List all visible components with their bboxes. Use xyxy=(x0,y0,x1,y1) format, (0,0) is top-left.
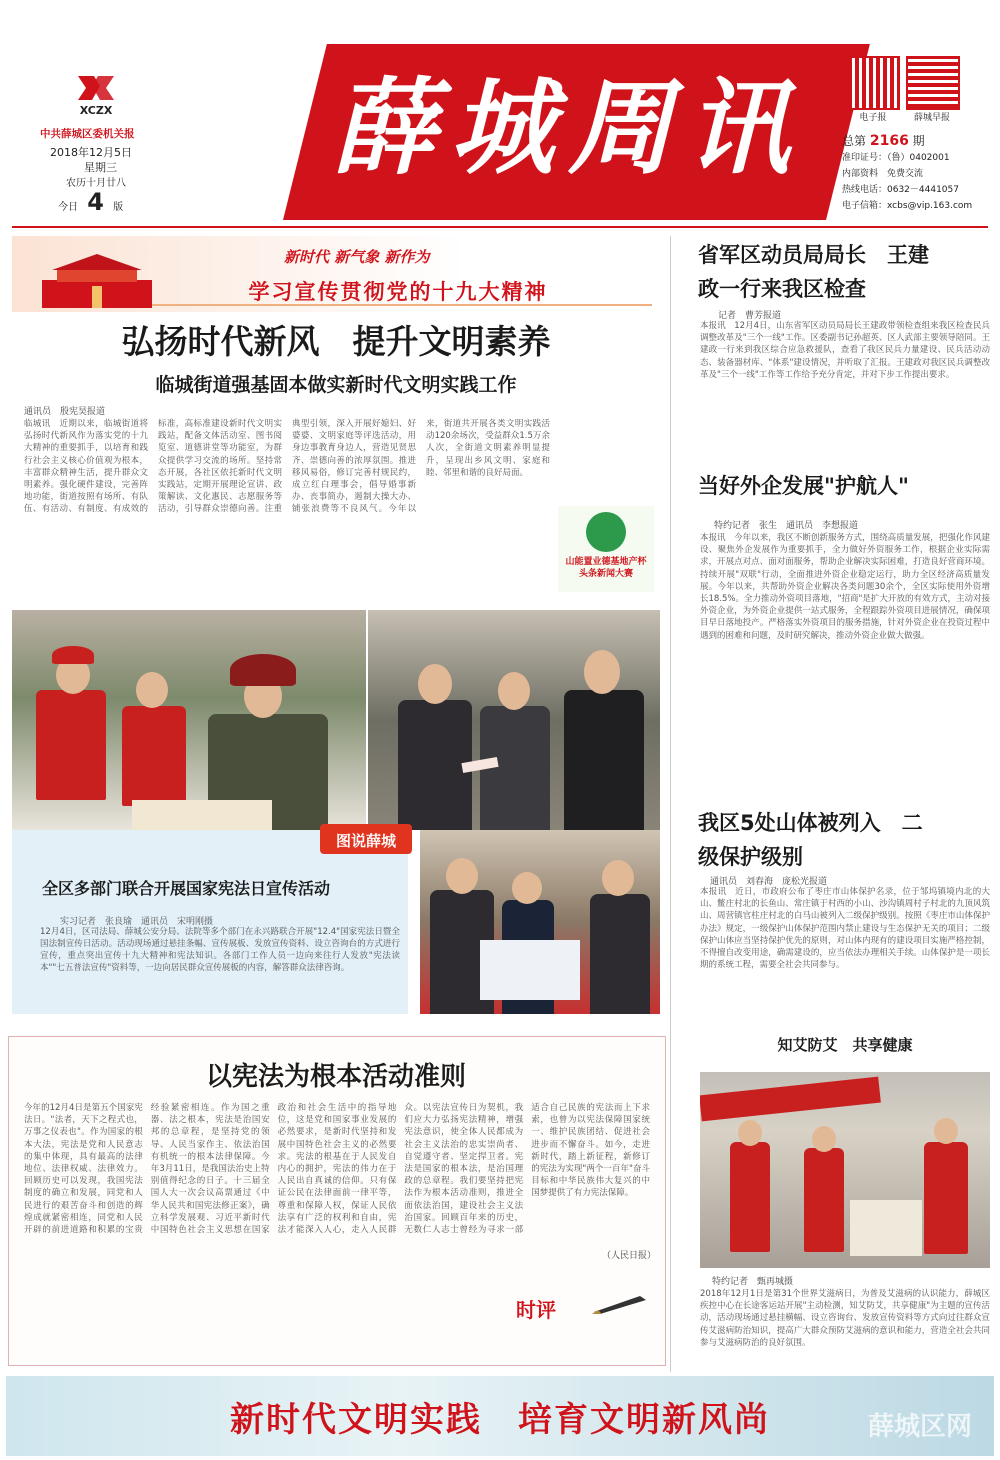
a2-headline: 当好外企发展"护航人" xyxy=(698,474,909,498)
photo-tag-label: 图说薛城 xyxy=(335,832,396,850)
a3-body: 本报讯 近日，市政府公布了枣庄市山体保护名录，位于邹坞镇境内北的大山、鳖庄村北的长鱼山、常庄镇于村西的小山、沙沟镇周村子村北的九顶风筑山、周营镇官柱庄村北的白马山被列入二级保护级别。按照《枣庄市山体保护办法》规定，一级保护山体保护范围内禁止建设与生态保护无关的项目；二级保护山体应当坚持保护优先的原则，对山体内现有的建设项目实施严格控制，不得擅自改变用途，确需建设的，应当依法办理相关手续。山体保护是一项长期的系统工程，需要全社会共同参与。 xyxy=(700,887,990,971)
volunteer-figure xyxy=(804,1148,844,1252)
photo-police xyxy=(420,830,660,1014)
issue-value: 2166 xyxy=(869,133,909,149)
volunteer-figure xyxy=(924,1142,968,1254)
photo-leaflets xyxy=(368,610,660,830)
citizen-figure xyxy=(564,690,644,830)
qr-label-morning: 薛城早报 xyxy=(913,113,950,123)
display-board xyxy=(480,940,580,1000)
citizen-face xyxy=(584,650,620,694)
citizen-face xyxy=(602,860,634,896)
citizen-face xyxy=(446,858,478,894)
lead-ad xyxy=(558,506,654,592)
volunteer-figure xyxy=(122,706,186,806)
volunteer-face xyxy=(136,672,168,708)
a2-byline: 特约记者 张生 通讯员 李想报道 xyxy=(714,521,859,531)
masthead xyxy=(0,0,1000,232)
masthead-rule xyxy=(12,226,988,228)
citizen-face xyxy=(498,672,530,710)
a4-body: 2018年12月1日是第31个世界艾滋病日，为普及艾滋病的认识能力，薛城区疾控中心在长途客运站开展"主动检测，知艾防艾，共享健康"为主题的宣传活动，活动现场通过悬挂横幅、设立咨询台、发放宣传资料等方式向过往群众宣传艾滋病防治知识，提高广大群众预防艾滋病的意识和能力，营造全社会共同参与艾滋病防治的良好氛围。 xyxy=(700,1289,990,1348)
right-divider xyxy=(670,236,671,1372)
commentary-body: 今年的12月4日是第五个国家宪法日。"法者，天下之程式也，万事之仪表也"。作为国家的根本大法，宪法是党和人民意志的集中体现，具有最高的法律地位、法律权威、法律效力。回顾历史可以发现，我国宪法制度的确立和发展，同党和人民进行的艰苦奋斗和创造的辉煌成就紧密相连，同党和人民开辟的前进道路和积累的宝贵经验紧密相连。作为国之重器、法之根本，宪法是治国安邦的总章程，是坚持党的领导、人民当家作主、依法治国有机统一的根本法律保障。今年3月11日，是我国法治史上特别值得纪念的日子。十三届全国人大一次会议高票通过《中华人民共和国宪法修正案》，确立科学发展观、习近平新时代中国特色社会主义思想在国家政治和社会生活中的指导地位，这是党和国家事业发展的必然要求，是新时代坚持和发展中国特色社会主义的必然要求。宪法的根基在于人民发自内心的拥护，宪法的伟力在于人民出自真诚的信仰。只有保证公民在法律面前一律平等，尊重和保障人权，保证人民依法享有广泛的权利和自由，宪法才能深入人心，走入人民群众。以宪法宣传日为契机，我们应大力弘扬宪法精神，增强宪法意识，使全体人民都成为社会主义法治的忠实崇尚者、自觉遵守者、坚定捍卫者。宪法是国家的根本法，是治国理政的总章程。我们要坚持把宪法作为根本活动准则，推进全面依法治国，建设社会主义法治国家。回顾百年来的历史，无数仁人志士曾经为寻求一部适合自己民族的宪法而上下求索，也曾为以宪法保障国家统一、维护民族团结、促进社会进步而不懈奋斗。如今，走进新时代，踏上新征程，新修订的宪法为实现"两个一百年"奋斗目标和中华民族伟大复兴的中国梦提供了有力宪法保障。 xyxy=(24,1103,650,1236)
a2-body: 本报讯 今年以来，我区不断创新服务方式，围绕高质量发展，把强化作风建设、聚焦外企发展作为重要抓手，全力做好外资服务工作，根据企业实际需求，开展点对点、面对面服务，帮助企业解决实际困难，打造良好营商环境。持续开展"双联"行动，全面推进外资企业稳定运行，助力全区经济高质量发展。今年以来，共帮助外资企业解决各类问题30余个，全区实际使用外资增长18.5%。全力推动外资项目落地，"招商"是扩大开放的有效方式，主动对接外资企业，为外资企业提供一站式服务，全程跟踪外资项目进展情况，确保项目早日落地投产。严格落实外资项目的服务措施，针对外资企业在投资过程中遇到的困难和问题，及时研究解决，推动外资企业做大做强。 xyxy=(700,533,990,641)
police-face xyxy=(512,872,542,904)
brochure-table xyxy=(132,800,272,830)
footer-banner xyxy=(6,1376,994,1456)
photo-aids-event xyxy=(700,1072,990,1268)
a4-headline: 知艾防艾 共享健康 xyxy=(777,1036,913,1054)
internal-note: 内部资料 免费交流 xyxy=(842,169,924,179)
volunteer-figure xyxy=(730,1142,770,1252)
issue-suffix: 期 xyxy=(912,134,925,148)
pages-suffix: 版 xyxy=(113,202,124,213)
lead-subhead: 临城街道强基固本做实新时代文明实践工作 xyxy=(155,374,517,396)
photo-story-body: 12月4日，区司法局、薛城公安分局、法院等多个部门在永兴路联合开展"12.4"国家宪法日暨全国法制宣传日活动。活动现场通过悬挂条幅、宣传展板、发放宣传资料、设立咨询台的方式进行宣传，重点突出宣传十九大精神和宪法知识。各部门工作人员一边向来往行人发放"宪法读本""七五普法宣传"资料等，一边向居民群众宣传展板的内容，解答群众法律咨询。 xyxy=(40,927,400,973)
a4-byline: 特约记者 甄再城摄 xyxy=(712,1277,794,1287)
citizen-hat xyxy=(230,654,296,686)
commentary-tag: 时评 xyxy=(516,1298,556,1322)
organ-name: 中共薛城区委机关报 xyxy=(40,128,135,140)
banner-underline xyxy=(152,304,652,306)
theme-banner xyxy=(12,236,660,312)
qr-code-morning xyxy=(906,56,960,110)
a3-byline: 通讯员 刘春海 庞松光报道 xyxy=(710,877,828,887)
leaf-icon xyxy=(586,512,626,552)
qr-code-epaper xyxy=(846,56,900,110)
photo-volunteers xyxy=(12,610,366,830)
commentary-headline: 以宪法为根本活动准则 xyxy=(205,1062,466,1092)
volunteer-cap xyxy=(52,646,94,664)
volunteer-figure xyxy=(36,690,106,800)
event-banner xyxy=(700,1077,881,1122)
email: 电子信箱：xcbs@vip.163.com xyxy=(842,201,973,211)
volunteer-face xyxy=(738,1120,762,1146)
pages-today xyxy=(58,188,168,216)
lunar-date: 农历十月廿八 xyxy=(66,178,126,189)
pages-prefix: 今日 xyxy=(58,202,78,213)
commentary-tag-box xyxy=(506,1276,656,1336)
photo-story-byline: 实习记者 张良瑜 通讯员 宋明刚摄 xyxy=(60,917,214,927)
weekday: 星期三 xyxy=(84,161,117,174)
volunteer-face xyxy=(934,1118,958,1144)
newspaper-title: 薛城周讯 xyxy=(331,66,804,189)
a1-byline: 记者 曹芳报道 xyxy=(718,311,782,321)
photo-tag xyxy=(320,824,412,854)
info-desk xyxy=(850,1200,922,1256)
hotline: 热线电话：0632－4441057 xyxy=(842,185,959,195)
qr-label-epaper: 电子报 xyxy=(859,113,887,123)
a1-body: 本报讯 12月4日，山东省军区动员局局长王建政带领检查组来我区检查民兵调整改革及"三个一线"工作。区委副书记孙超英、区人武部主要领导陪同。王建政一行来到我区综合应急救援队，查看了我区民兵力量建设、民兵活动动态、装备器材库、"体系"建设情况，并听取了汇报。王建政对我区民兵调整改革及"三个一线"工作等工作给予充分肯定，并对下步工作提出要求。 xyxy=(700,321,990,380)
footer-slogan: 新时代文明实践 培育文明新风尚 xyxy=(230,1400,770,1440)
a1-headline: 省军区动员局局长 王建政一行来我区检查 xyxy=(698,243,929,301)
footer-watermark: 薛城区网 xyxy=(867,1412,972,1442)
pen-icon xyxy=(590,1292,650,1316)
citizen-face xyxy=(418,664,452,704)
lead-headline: 弘扬时代新风 提升文明素养 xyxy=(121,322,551,361)
print-permit: 准印证号：（鲁）0402001 xyxy=(842,153,950,163)
issue-date: 2018年12月5日 xyxy=(50,146,132,159)
a3-headline: 我区5处山体被列入 二级保护级别 xyxy=(698,811,923,869)
lead-byline: 通讯员 殷宪昊报道 xyxy=(24,407,106,417)
commentary-source: （人民日报） xyxy=(592,1248,656,1261)
issue-number xyxy=(842,132,982,149)
ad-label: 山能置业德基地产杯 头条新闻大赛 xyxy=(565,557,656,579)
tiananmen-icon xyxy=(22,240,172,310)
banner-slogan: 新时代 新气象 新作为 xyxy=(284,248,430,266)
banner-title: 学习宣传贯彻党的十九大精神 xyxy=(248,280,548,304)
logo-icon xyxy=(74,70,118,106)
lead-body: 临城讯 近期以来，临城街道将弘扬时代新风作为落实党的十九大精神的重要抓手，以培育和践行社会主义核心价值观为根本，丰富群众精神生活，提升群众文明素养。强化硬件建设，完善阵地功能，街道按照有场所、有队伍、有活动、有制度、有成效的标准，高标准建设新时代文明实践站，配备文体活动室、图书阅览室、道德讲堂等功能室，为群众提供学习交流的场所。坚持常态开展，各社区依托新时代文明实践站，定期开展理论宣讲、政策解读、文化惠民、志愿服务等活动，引导群众崇德向善。注重典型引领，深入开展好媳妇、好婆婆、文明家庭等评选活动，用身边事教育身边人，营造见贤思齐、崇德向善的浓厚氛围。推进移风易俗，修订完善村规民约，成立红白理事会，倡导婚事新办、丧事简办，遏制大操大办、铺张浪费等不良风气。今年以来，街道共开展各类文明实践活动120余场次，受益群众1.5万余人次，全街道文明素养明显提升，呈现出乡风文明、家庭和睦、邻里和谐的良好局面。 xyxy=(24,419,550,515)
citizen-figure xyxy=(590,894,650,1014)
logo-letters: XCZX xyxy=(79,104,113,117)
volunteer-face xyxy=(812,1126,836,1152)
issue-label: 总第 xyxy=(842,134,867,148)
pages-number: 4 xyxy=(87,188,104,216)
photo-story-title: 全区多部门联合开展国家宪法日宣传活动 xyxy=(42,879,331,898)
